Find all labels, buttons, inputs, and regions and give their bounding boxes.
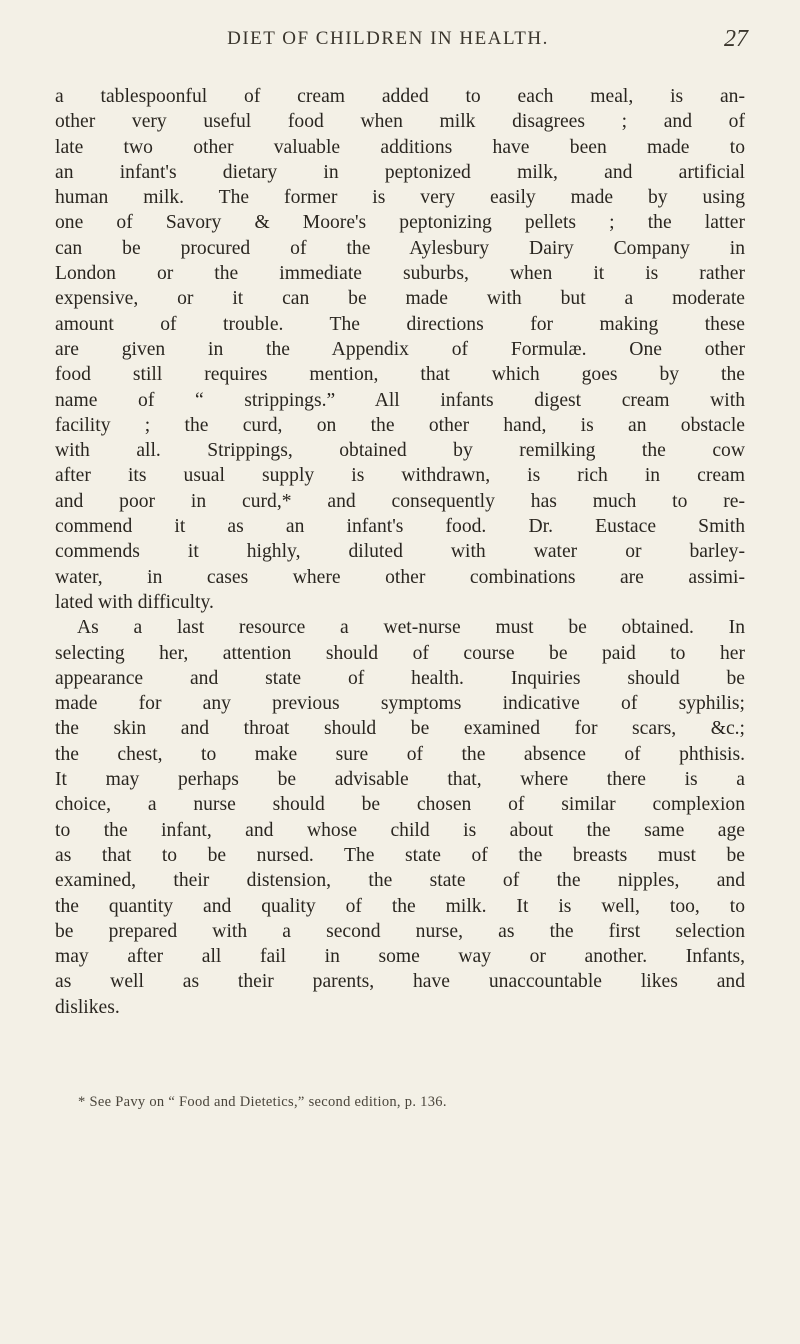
text-line: are given in the Appendix of Formulæ. One other: [55, 338, 745, 360]
text-line: commend it as an infant's food. Dr. Eustace Smith: [55, 516, 745, 538]
text-line: It may perhaps be advisable that, where there is a: [55, 769, 745, 791]
text-line: made for any previous symptoms indicative of syphilis;: [55, 693, 745, 715]
text-line: amount of trouble. The directions for making these: [55, 313, 745, 335]
text-line: lated with difficulty.: [55, 591, 214, 613]
paragraph: [55, 615, 745, 1020]
text-line: may after all fail in some way or another. Infants,: [55, 946, 745, 968]
text-line: to the infant, and whose child is about the same age: [55, 819, 745, 841]
text-line: as that to be nursed. The state of the breasts must be: [55, 844, 745, 866]
text-line: as well as their parents, have unaccountable likes and: [55, 971, 745, 993]
text-line: the chest, to make sure of the absence of phthisis.: [55, 743, 745, 765]
text-line: choice, a nurse should be chosen of similar complexion: [55, 794, 745, 816]
text-line: with all. Strippings, obtained by remilking the cow: [55, 440, 745, 462]
text-line: As a last resource a wet-nurse must be obtained. In: [77, 617, 745, 639]
text-line: and poor in curd,* and consequently has much to re-: [55, 490, 745, 512]
text-line: human milk. The former is very easily made by using: [55, 187, 745, 209]
text-line: water, in cases where other combinations are assimi-: [55, 566, 745, 588]
text-line: food still requires mention, that which goes by the: [55, 364, 745, 386]
text-line: examined, their distension, the state of the nipples, and: [55, 870, 745, 892]
body-text: [55, 84, 745, 1020]
text-line: other very useful food when milk disagrees ; and of: [55, 111, 745, 133]
text-line: commends it highly, diluted with water or barley-: [55, 541, 745, 563]
text-line: a tablespoonful of cream added to each meal, is an-: [55, 86, 745, 107]
text-line: name of “ strippings.” All infants digest cream with: [55, 389, 745, 411]
text-line: London or the immediate suburbs, when it is rather: [55, 263, 745, 285]
text-line: the quantity and quality of the milk. It is well, too, to: [55, 895, 745, 917]
text-line: late two other valuable additions have been made to: [55, 136, 745, 158]
text-line: can be procured of the Aylesbury Dairy Company in: [55, 237, 745, 259]
text-line: selecting her, attention should of course be paid to her: [55, 642, 745, 664]
text-line: dislikes.: [55, 996, 120, 1018]
paragraph: [55, 84, 745, 615]
running-head: [98, 28, 748, 58]
text-line: facility ; the curd, on the other hand, is an obstacle: [55, 414, 745, 436]
running-title: DIET OF CHILDREN IN HEALTH.: [227, 28, 549, 49]
text-line: expensive, or it can be made with but a moderate: [55, 288, 745, 310]
text-line: one of Savory & Moore's peptonizing pellets ; the latter: [55, 212, 745, 234]
text-line: appearance and state of health. Inquiries should be: [55, 667, 745, 689]
text-line: an infant's dietary in peptonized milk, and artificial: [55, 161, 745, 183]
text-line: the skin and throat should be examined for scars, &c.;: [55, 718, 745, 740]
text-line: after its usual supply is withdrawn, is rich in cream: [55, 465, 745, 487]
text-line: be prepared with a second nurse, as the first selection: [55, 920, 745, 942]
footnote: * See Pavy on “ Food and Dietetics,” second edition, p. 136.: [78, 1094, 447, 1110]
page-number: 27: [724, 26, 748, 52]
